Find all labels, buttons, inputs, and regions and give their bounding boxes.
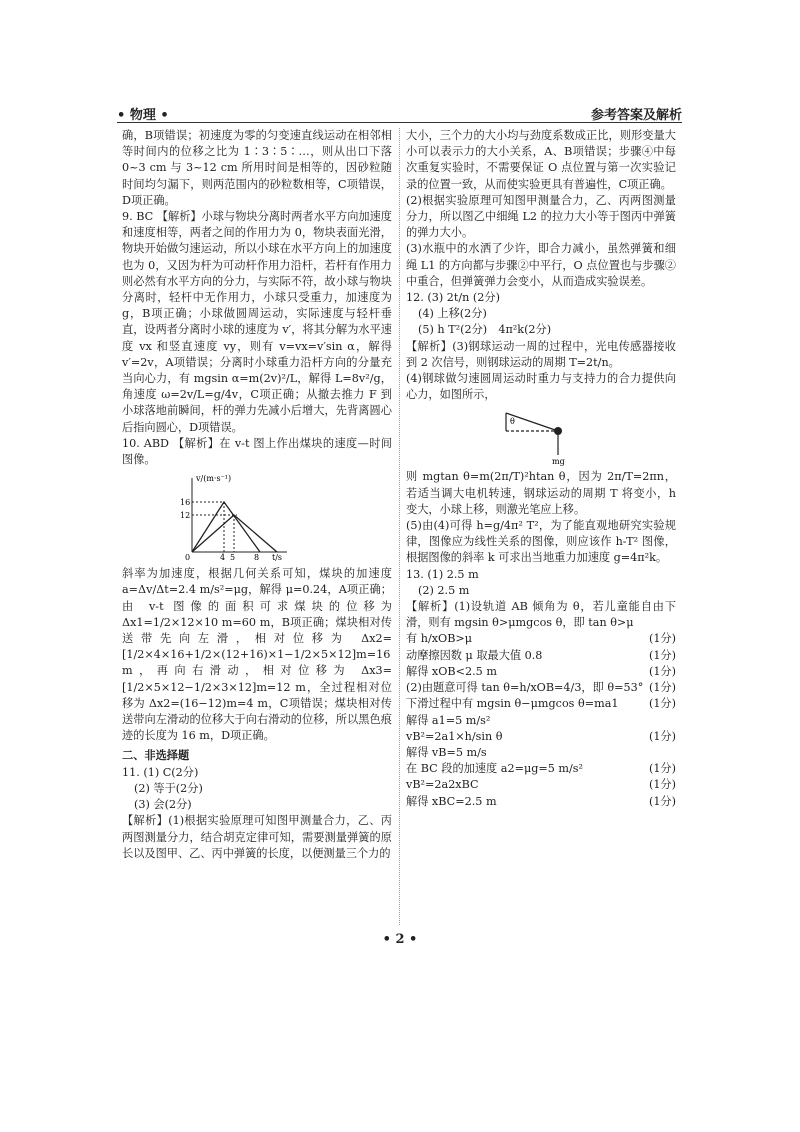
q12-answer-3: 12. (3) 2t/n (2分) xyxy=(406,291,500,305)
q13-answer-1: 13. (1) 2.5 m xyxy=(406,567,479,581)
question-10-body: 斜率为加速度，根据几何关系可知，煤块的加速度 a=Δv/Δt=2.4 m/s²=μg，解得 μ=0.24，A项正确；由 v-t 图像的面积可求煤块的位移为 Δx1=1/2×12×10 m=60 m，B项正确；煤块相对传送带先向左滑，相对位移为 Δx2=[1/2×4×16+1/2×(12+16)×1−1/2×5×12]m=16 m，再向右滑动，相对位移为 Δx3=[1/2×5×12−1/2×3×12]m=12 m，全过程相对位移为 Δx2=(16−12)m=4 m，C项错误；煤块相对传送带向左滑动的位移大于向右滑动的位移，所以黑色痕迹的长度为 16 m，D项正确。 xyxy=(122,567,392,743)
q13-step-4-text: (2)由题意可得 tan θ=h/xOB=4/3，即 θ=53° xyxy=(406,681,644,695)
tick-4: 4 xyxy=(220,553,226,563)
header-rule xyxy=(117,122,682,123)
points-1: (1分) xyxy=(648,632,676,646)
q13-step-2 xyxy=(406,648,676,664)
ball-dot xyxy=(554,427,562,435)
q13-step-4 xyxy=(406,680,676,696)
vt-graph-figure xyxy=(182,472,292,562)
q13-answer-2: (2) 2.5 m xyxy=(418,583,470,597)
theta-label: θ xyxy=(510,417,515,427)
q13-step-9-text: 在 BC 段的加速度 a2=μg=5 m/s² xyxy=(406,762,584,776)
points-3: (1分) xyxy=(648,664,676,678)
v-axis-label: v/(m·s⁻¹) xyxy=(196,474,232,484)
points-10: (1分) xyxy=(648,778,676,792)
q13-step-6 xyxy=(406,713,676,729)
q13-step-3-text: 解得 xOB<2.5 m xyxy=(406,664,497,678)
q13-step-7 xyxy=(406,729,676,745)
points-2: (1分) xyxy=(648,648,676,662)
q13-step-5-text: 下滑过程中有 mgsin θ−μmgcos θ=ma1 xyxy=(406,697,619,711)
points-7: (1分) xyxy=(648,729,676,743)
q13-step-6-text: 解得 a1=5 m/s² xyxy=(406,713,491,727)
q13-step-5 xyxy=(406,696,676,712)
header-subject: • 物理 • xyxy=(117,108,169,123)
q13-step-9 xyxy=(406,761,676,777)
q12-analysis-3: 【解析】(3)钢球运动一周的过程中，光电传感器接收到 2 次信号，则钢球运动的周期 T=2t/n。 xyxy=(406,339,676,369)
q12-answer-4: (4) 上移(2分) xyxy=(418,307,487,321)
q12-analysis-5: (5)由(4)可得 h=g/4π² T²，为了能直观地研究实验规律，图像应为线性关系的图像，则应该作 h-T² 图像，根据图像的斜率 k 可求出当地重力加速度 g=4π²k。 xyxy=(406,519,676,565)
q12-answer-5: (5) h T²(2分) 4π²k(2分) xyxy=(418,323,552,337)
tick-0: 0 xyxy=(185,553,191,563)
q11-answer-2: (2) 等于(2分) xyxy=(134,781,203,795)
q13-step-7-text: vB²=2a1×h/sin θ xyxy=(406,729,503,743)
q13-step-1-text: 有 h/xOB>μ xyxy=(406,632,473,646)
right-column xyxy=(406,128,676,810)
q13-step-10 xyxy=(406,777,676,793)
q13-step-11-text: 解得 xBC=2.5 m xyxy=(406,794,497,808)
left-column xyxy=(122,128,392,862)
q11-answer-1: 11. (1) C(2分) xyxy=(122,765,199,779)
q13-step-1 xyxy=(406,631,676,647)
left-paragraph-1: 确，B项错误；初速度为零的匀变速直线运动在相邻相等时间内的位移之比为 1∶3∶5∶…，则从出口下落 0~3 cm 与 3~12 cm 所用时间是相等的，因砂粒随时间均匀漏下，则两范围内的砂粒数相等，C项错误，D项正确。 xyxy=(122,129,392,207)
q13-step-2-text: 动摩擦因数 μ 取最大值 0.8 xyxy=(406,648,543,662)
q11-answer-3: (3) 会(2分) xyxy=(134,798,192,812)
q12-analysis-4b: 则 mgtan θ=m(2π/T)²htan θ，因为 2π/T=2πn，若适当调大电机转速，钢球运动的周期 T 将变小，h 变大，小球上移，则激光笔应上移。 xyxy=(406,470,676,516)
points-11: (1分) xyxy=(648,794,676,808)
right-paragraph-1: 大小，三个力的大小均与劲度系数成正比，则形变量大小可以表示力的大小关系，A、B项错误；步骤④中每次重复实验时，不需要保证 O 点位置与第一次实验记录的位置一致，从而使实验更具有普遍性，C项正确。 xyxy=(406,129,676,191)
q11-analysis: 【解析】(1)根据实验原理可知图甲测量合力，乙、丙两图测量分力，结合胡克定律可知，需要测量弹簧的原长以及图甲、乙、丙中弹簧的长度，以便测量三个力的 xyxy=(122,814,392,860)
tick-12: 12 xyxy=(180,511,191,521)
belt-velocity-line xyxy=(192,502,260,552)
column-divider xyxy=(399,128,400,925)
header-title: 参考答案及解析 xyxy=(590,108,682,123)
points-9: (1分) xyxy=(648,762,676,776)
question-9: 9. BC 【解析】小球与物块分离时两者水平方向加速度和速度相等，两者之间的作用力为 0，物块表面光滑，物块开始做匀速运动，所以小球在水平方向上的加速度也为 0，又因为杆为可动杆作用力沿杆，若杆有作用力则必然有水平方向的分力，与实际不符，故小球与物块分离时，轻杆中无作用力，小球只受重力，加速度为 g，B项正确；小球做圆周运动，实际速度与轻杆垂直，设两者分离时小球的速度为 v′，将其分解为水平速度 vx 和竖直速度 vy，则有 v=vx=v′sin α，解得 v′=2v，A项错误；分离时小球重力沿杆方向的分量充当向心力，有 mgsin α=m(2v)²/L，解得 L=8v²/g，角速度 ω=2v/L=g/4v，C项正确；从撤去推力 F 到小球落地前瞬间，杆的弹力先减小后增大，先背离圆心后指向圆心，D项错误。 xyxy=(122,210,392,434)
q13-step-3 xyxy=(406,664,676,680)
question-10-intro: 10. ABD 【解析】在 v-t 图上作出煤块的速度—时间图像。 xyxy=(122,436,392,467)
q12-analysis-4: (4)钢球做匀速圆周运动时重力与支持力的合力提供向心力，如图所示， xyxy=(406,372,676,402)
q13-step-8 xyxy=(406,745,676,761)
q13-step-8-text: 解得 vB=5 m/s xyxy=(406,745,487,759)
page-number: • 2 • xyxy=(382,932,418,947)
tick-8: 8 xyxy=(254,553,260,563)
mg-label: mg xyxy=(552,457,565,467)
force-diagram-figure xyxy=(496,407,576,465)
tick-16: 16 xyxy=(180,498,191,508)
right-paragraph-3: (3)水瓶中的水洒了少许，即合力减小，虽然弹簧和细绳 L1 的方向都与步骤②中平行，O 点位置也与步骤②中重合，但弹簧弹力会变小，从而造成实验误差。 xyxy=(406,242,676,288)
tick-5: 5 xyxy=(230,553,236,563)
points-4: (1分) xyxy=(648,681,676,695)
t-axis-label: t/s xyxy=(272,553,283,563)
right-paragraph-2: (2)根据实验原理可知图甲测量合力，乙、丙两图测量分力，所以图乙中细绳 L2 的拉力大小等于图丙中弹簧的弹力大小。 xyxy=(406,193,676,240)
q13-step-10-text: vB²=2a2xBC xyxy=(406,778,479,792)
points-5: (1分) xyxy=(648,697,676,711)
q13-analysis-intro: 【解析】(1)设轨道 AB 倾角为 θ，若儿童能自由下滑，则有 mgsin θ>μmgcos θ，即 tan θ>μ xyxy=(406,600,676,630)
q13-step-11 xyxy=(406,794,676,810)
section-2-heading: 二、非选择题 xyxy=(122,747,190,762)
